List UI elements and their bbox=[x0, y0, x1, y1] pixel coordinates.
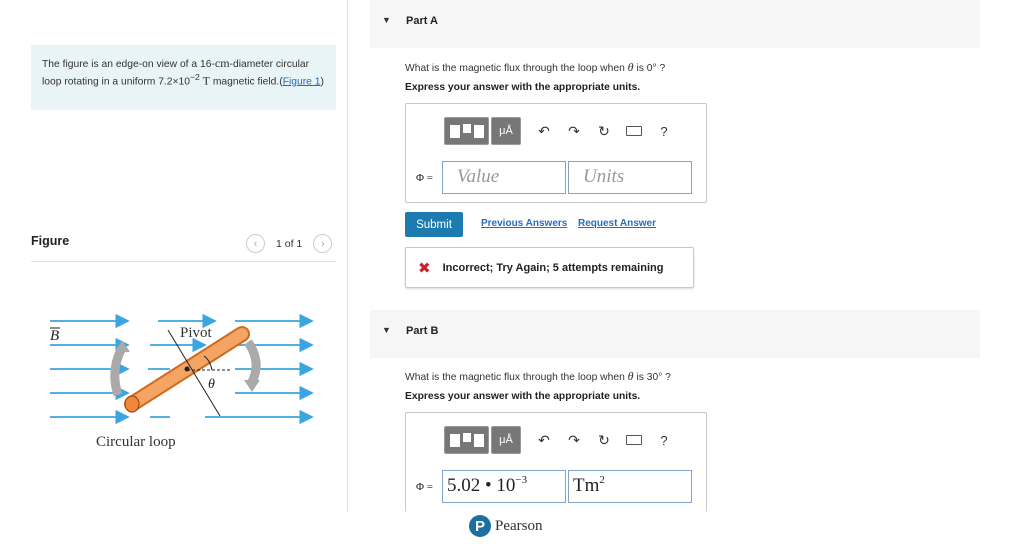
part-b-header[interactable] bbox=[370, 310, 980, 358]
keyboard-icon[interactable] bbox=[619, 426, 649, 454]
feedback-box bbox=[405, 247, 694, 288]
request-answer-link[interactable]: Request Answer bbox=[578, 218, 656, 229]
column-divider bbox=[347, 0, 348, 512]
part-a-question: What is the magnetic flux through the loop when θ is 0° ? bbox=[405, 60, 666, 74]
templates-icon[interactable] bbox=[444, 117, 489, 145]
part-a-label: Part A bbox=[406, 15, 438, 27]
divider bbox=[31, 261, 336, 262]
pearson-name: Pearson bbox=[495, 517, 543, 534]
undo-icon[interactable]: ↶ bbox=[538, 122, 550, 139]
pearson-logo-icon: P bbox=[469, 515, 491, 537]
units-input[interactable]: Units bbox=[568, 161, 692, 194]
collapse-triangle-icon[interactable]: ▼ bbox=[382, 325, 391, 335]
x-icon: ✖ bbox=[418, 259, 431, 277]
reset-icon[interactable]: ↻ bbox=[598, 431, 610, 448]
part-b-express: Express your answer with the appropriate units. bbox=[405, 391, 641, 402]
pearson-logo bbox=[469, 515, 543, 537]
part-a-answer-box bbox=[405, 103, 707, 203]
help-button[interactable]: ? bbox=[660, 432, 668, 448]
chevron-left-icon[interactable]: ‹ bbox=[246, 234, 265, 253]
figure-title: Figure bbox=[31, 234, 70, 248]
part-a-toolbar bbox=[444, 117, 679, 145]
templates-icon[interactable] bbox=[444, 426, 489, 454]
keyboard-icon[interactable] bbox=[619, 117, 649, 145]
chevron-right-icon[interactable]: › bbox=[313, 234, 332, 253]
pivot-point bbox=[185, 367, 190, 372]
help-button[interactable]: ? bbox=[660, 123, 668, 139]
b-field-label: B bbox=[50, 328, 60, 344]
part-b-label: Part B bbox=[406, 325, 439, 337]
rotation-arrow-left bbox=[115, 348, 122, 395]
collapse-triangle-icon[interactable]: ▼ bbox=[382, 15, 391, 25]
part-b-answer-box bbox=[405, 412, 707, 512]
previous-answers-link[interactable]: Previous Answers bbox=[481, 218, 568, 229]
theta-label: θ bbox=[208, 377, 215, 392]
rotation-arrow-right bbox=[248, 342, 256, 382]
undo-icon[interactable]: ↶ bbox=[538, 431, 550, 448]
submit-button[interactable]: Submit bbox=[405, 212, 463, 237]
pivot-label: Pivot bbox=[180, 325, 212, 341]
units-button[interactable]: μÅ bbox=[491, 426, 521, 454]
figure-link[interactable]: Figure 1 bbox=[282, 76, 321, 88]
part-b-toolbar bbox=[444, 426, 679, 454]
part-b-question: What is the magnetic flux through the loop when θ is 30° ? bbox=[405, 369, 671, 383]
feedback-text: Incorrect; Try Again; 5 attempts remaining bbox=[442, 261, 664, 274]
reset-icon[interactable]: ↻ bbox=[598, 122, 610, 139]
problem-intro: The figure is an edge-on view of a 16-cm-diameter circular loop rotating in a uniform $7.2\times 10^{-2}$ T magnetic field.(Figure 1) bbox=[31, 45, 336, 110]
units-input[interactable]: Tm$^2$ bbox=[568, 470, 692, 503]
phi-label: Φ = bbox=[416, 481, 433, 493]
redo-icon[interactable]: ↷ bbox=[568, 122, 580, 139]
part-a-express: Express your answer with the appropriate units. bbox=[405, 82, 641, 93]
part-a-header[interactable] bbox=[370, 0, 980, 48]
circular-loop-label: Circular loop bbox=[96, 434, 176, 450]
phi-label: Φ = bbox=[416, 172, 433, 184]
value-input[interactable]: Value bbox=[442, 161, 566, 194]
value-input[interactable]: 5.02 • $10^{-3}$ bbox=[442, 470, 566, 503]
units-button[interactable]: μÅ bbox=[491, 117, 521, 145]
figure-image bbox=[40, 300, 330, 460]
redo-icon[interactable]: ↷ bbox=[568, 431, 580, 448]
pager-text: 1 of 1 bbox=[276, 237, 303, 250]
figure-pager bbox=[246, 234, 332, 253]
